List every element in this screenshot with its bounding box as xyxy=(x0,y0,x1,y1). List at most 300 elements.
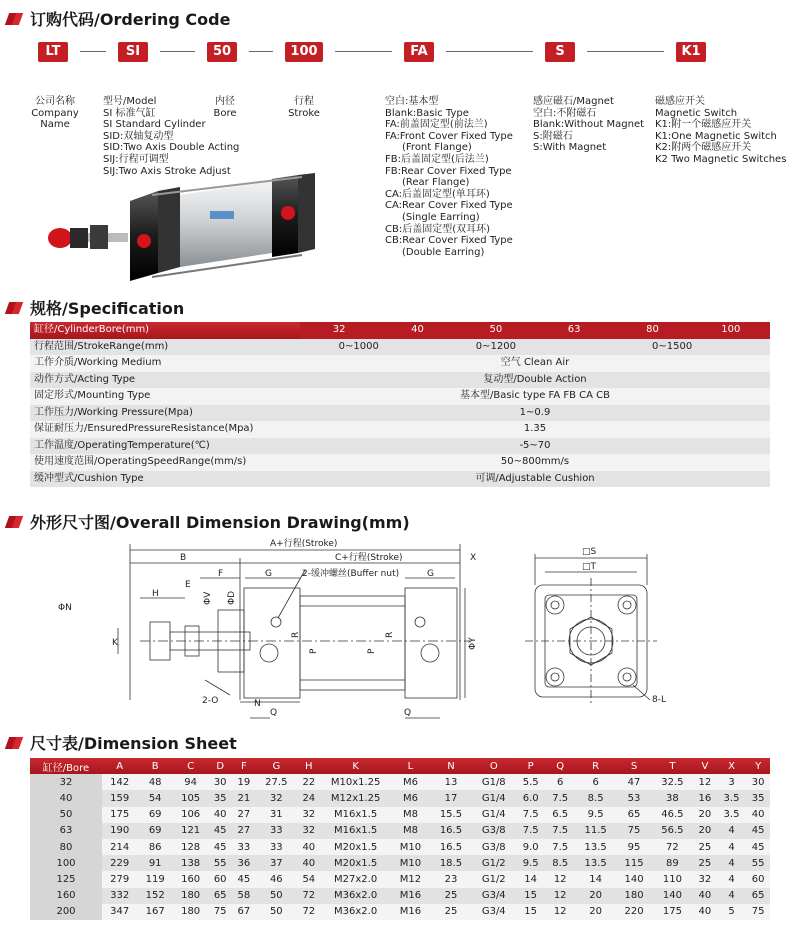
dimension-cell: 229 xyxy=(102,855,137,871)
dimension-cell: 128 xyxy=(173,839,208,855)
dimension-cell: 54 xyxy=(297,871,321,887)
dimension-cell: M36x2.0 xyxy=(321,904,391,920)
dim-label-s: □S xyxy=(582,547,597,557)
dimension-cell: 55 xyxy=(746,855,770,871)
dimension-cell: 3.5 xyxy=(717,790,747,806)
dimension-cell: 8.5 xyxy=(545,855,575,871)
section-title-spec: 规格/Specification xyxy=(6,296,184,319)
dim-label-r1: R xyxy=(291,631,301,638)
ordering-desc-line: FA:前盖固定型(前法兰) xyxy=(385,119,488,131)
dimension-cell: M12x1.25 xyxy=(321,790,391,806)
section-bullet-icon xyxy=(6,299,24,317)
ordering-code-box: K1 xyxy=(676,42,706,62)
dimension-cell: 22 xyxy=(297,774,321,790)
spec-bore-50: 50 xyxy=(489,324,503,335)
ordering-desc-line: K2 Two Magnetic Switches xyxy=(655,153,787,165)
dimension-cell: 91 xyxy=(137,855,172,871)
ordering-desc-line: (Rear Flange) xyxy=(402,177,470,189)
dimension-cell: 33 xyxy=(256,823,297,839)
ordering-desc-line: CA:Rear Cover Fixed Type xyxy=(385,200,513,212)
ordering-desc-line: Blank:Without Magnet xyxy=(533,119,645,131)
dim-label-q1: Q xyxy=(270,708,278,718)
dimension-cell: 53 xyxy=(616,790,651,806)
spec-row-label: 使用速度范围/OperatingSpeedRange(mm/s) xyxy=(34,456,247,467)
table-row xyxy=(30,888,770,904)
table-row xyxy=(30,839,770,855)
dimension-cell: 67 xyxy=(232,904,256,920)
dimension-cell: 20 xyxy=(575,888,616,904)
table-row xyxy=(30,790,770,806)
dimension-header-cell: G xyxy=(256,758,297,774)
dimension-cell: 50 xyxy=(30,807,102,823)
spec-row-label: 工作温度/OperatingTemperature(℃) xyxy=(34,439,210,451)
spec-row-value: 复动型/Double Action xyxy=(483,373,587,385)
dimension-cell: 65 xyxy=(616,807,651,823)
dimension-cell: 72 xyxy=(297,904,321,920)
spec-row-stroke xyxy=(30,339,770,356)
ordering-desc-line: 空白:不附磁石 xyxy=(533,107,597,119)
dimension-cell: 6 xyxy=(575,774,616,790)
dimension-cell: 56.5 xyxy=(652,823,693,839)
spec-row-label: 工作介质/Working Medium xyxy=(34,357,162,368)
dimension-cell: 4 xyxy=(717,839,747,855)
dim-label-k: K xyxy=(112,638,118,648)
dimension-table xyxy=(30,758,770,920)
dimension-cell: 50 xyxy=(256,904,297,920)
dim-label-x: X xyxy=(470,553,477,563)
dimension-cell: 45 xyxy=(208,823,232,839)
dimension-cell: M16 xyxy=(391,904,431,920)
dimension-header-cell: A xyxy=(102,758,137,774)
dimension-header-cell: K xyxy=(321,758,391,774)
dimension-cell: 25 xyxy=(693,839,717,855)
ordering-desc-line: SID:Two Axis Double Acting xyxy=(103,142,240,154)
ordering-desc-line: FA:Front Cover Fixed Type xyxy=(385,130,513,142)
dimension-cell: 60 xyxy=(746,871,770,887)
dimension-cell: 13.5 xyxy=(575,855,616,871)
dim-label-c: C+行程(Stroke) xyxy=(335,553,403,563)
ordering-desc-line: Magnetic Switch xyxy=(655,107,738,119)
dimension-cell: 3.5 xyxy=(717,807,747,823)
spec-row-value: 可调/Adjustable Cushion xyxy=(475,472,595,484)
dimension-cell: 9.5 xyxy=(516,855,546,871)
ordering-code-box: SI xyxy=(118,42,148,62)
dimension-cell: 75 xyxy=(616,823,651,839)
spec-row xyxy=(30,438,770,455)
dimension-cell: 25 xyxy=(430,888,471,904)
dim-label-h: H xyxy=(152,589,159,599)
dimension-cell: 46.5 xyxy=(652,807,693,823)
dimension-cell: 86 xyxy=(137,839,172,855)
dimension-cell: 25 xyxy=(430,904,471,920)
ordering-desc-line: K1:附一个磁感应开关 xyxy=(655,119,752,131)
dimension-header-cell: N xyxy=(430,758,471,774)
dimension-cell: G3/4 xyxy=(472,904,516,920)
spec-row-value: 0~1000 xyxy=(338,340,379,352)
dimension-cell: 200 xyxy=(30,904,102,920)
ordering-desc-line: S:附磁石 xyxy=(533,130,573,142)
spec-header-row xyxy=(30,322,770,339)
dim-label-phin: ΦN xyxy=(58,603,72,613)
dimension-cell: 45 xyxy=(746,839,770,855)
dimension-cell: 19 xyxy=(232,774,256,790)
ordering-desc-line: SI 标准气缸 xyxy=(103,107,156,119)
dimension-header-cell: 缸径/Bore xyxy=(30,758,102,774)
dimension-cell: M10x1.25 xyxy=(321,774,391,790)
spec-row-label: 工作压力/Working Pressure(Mpa) xyxy=(34,406,193,418)
dimension-cell: 20 xyxy=(693,807,717,823)
dimension-cell: 5.5 xyxy=(516,774,546,790)
ordering-desc-line: FB:Rear Cover Fixed Type xyxy=(385,165,512,177)
dimension-cell: G1/4 xyxy=(472,790,516,806)
dimension-cell: 50 xyxy=(256,888,297,904)
dimension-cell: 40 xyxy=(297,855,321,871)
section-title-sheet: 尺寸表/Dimension Sheet xyxy=(6,731,237,754)
dimension-cell: 138 xyxy=(173,855,208,871)
ordering-desc-line: (Front Flange) xyxy=(402,142,472,154)
table-row xyxy=(30,774,770,790)
section-title-drawing: 外形尺寸图/Overall Dimension Drawing(mm) xyxy=(6,510,410,533)
ordering-desc-line: SIJ:Two Axis Stroke Adjust xyxy=(103,165,231,177)
dim-label-g2: G xyxy=(427,569,434,579)
table-row xyxy=(30,871,770,887)
dimension-header-cell: Q xyxy=(545,758,575,774)
dim-label-p2: P xyxy=(367,648,377,654)
spec-row-label: 缓冲型式/Cushion Type xyxy=(34,472,144,484)
ordering-desc-line: CA:后盖固定型(单耳环) xyxy=(385,188,490,200)
dimension-header-cell: F xyxy=(232,758,256,774)
dimension-cell: 23 xyxy=(430,871,471,887)
dim-label-g1: G xyxy=(265,569,272,579)
dimension-cell: 175 xyxy=(652,904,693,920)
dim-label-r2: R xyxy=(385,631,395,638)
ordering-code-box: 50 xyxy=(207,42,237,62)
dimension-cell: 31 xyxy=(256,807,297,823)
spec-row xyxy=(30,454,770,471)
ordering-code-separator xyxy=(335,51,392,52)
ordering-desc-line: FB:后盖固定型(后法兰) xyxy=(385,153,489,165)
dimension-cell: 160 xyxy=(30,888,102,904)
table-row xyxy=(30,823,770,839)
ordering-code-separator xyxy=(446,51,533,52)
dimension-cell: 65 xyxy=(208,888,232,904)
dimension-cell: 7.5 xyxy=(545,839,575,855)
dimension-header-cell: V xyxy=(693,758,717,774)
dim-label-a: A+行程(Stroke) xyxy=(270,539,338,549)
ordering-desc-line: 型号/Model xyxy=(103,96,157,107)
dimension-cell: 94 xyxy=(173,774,208,790)
dimension-cell: G1/2 xyxy=(472,871,516,887)
dimension-cell: 100 xyxy=(30,855,102,871)
dimension-cell: M8 xyxy=(391,823,431,839)
dimension-cell: G1/4 xyxy=(472,807,516,823)
dim-label-8l: 8-L xyxy=(652,695,666,705)
dimension-cell: 32 xyxy=(693,871,717,887)
dimension-header-cell: R xyxy=(575,758,616,774)
dimension-cell: 5 xyxy=(717,904,747,920)
dimension-cell: M20x1.5 xyxy=(321,839,391,855)
dimension-cell: 54 xyxy=(137,790,172,806)
dimension-header-cell: L xyxy=(391,758,431,774)
dim-label-f: F xyxy=(218,569,224,579)
dimension-cell: 175 xyxy=(102,807,137,823)
dimension-cell: 12 xyxy=(545,871,575,887)
dimension-cell: 45 xyxy=(746,823,770,839)
dimension-cell: 14 xyxy=(575,871,616,887)
dimension-cell: 279 xyxy=(102,871,137,887)
spec-header-label: 缸径/CylinderBore(mm) xyxy=(30,322,300,339)
dim-label-phid: ΦD xyxy=(227,590,237,605)
spec-row-label: 动作方式/Acting Type xyxy=(34,373,136,385)
ordering-desc-line: CB:后盖固定型(双耳环) xyxy=(385,223,491,235)
dimension-cell: 9.5 xyxy=(575,807,616,823)
dimension-cell: 20 xyxy=(693,823,717,839)
ordering-desc-line: 行程 xyxy=(294,96,314,107)
section-bullet-icon xyxy=(6,513,24,531)
spec-bore-80: 80 xyxy=(646,324,659,335)
dimension-cell: 121 xyxy=(173,823,208,839)
spec-row-value: 空气 Clean Air xyxy=(500,357,570,368)
dimension-cell: 20 xyxy=(575,904,616,920)
dimension-cell: 7.5 xyxy=(516,823,546,839)
dimension-header-cell: H xyxy=(297,758,321,774)
dimension-cell: 9.0 xyxy=(516,839,546,855)
spec-row xyxy=(30,372,770,389)
dimension-cell: 16 xyxy=(693,790,717,806)
dimension-cell: 214 xyxy=(102,839,137,855)
dimension-cell: 125 xyxy=(30,871,102,887)
dimension-cell: G3/4 xyxy=(472,888,516,904)
ordering-desc-line: S:With Magnet xyxy=(533,142,607,154)
dimension-cell: 40 xyxy=(746,807,770,823)
dimension-cell: 12 xyxy=(693,774,717,790)
dimension-cell: 80 xyxy=(30,839,102,855)
dimension-header-cell: P xyxy=(516,758,546,774)
dimension-cell: 47 xyxy=(616,774,651,790)
dimension-cell: 32.5 xyxy=(652,774,693,790)
dimension-cell: 159 xyxy=(102,790,137,806)
mounting-desc xyxy=(385,96,513,258)
dimension-cell: 63 xyxy=(30,823,102,839)
dimension-cell: G1/2 xyxy=(472,855,516,871)
company-desc xyxy=(30,96,80,131)
dimension-cell: 140 xyxy=(652,888,693,904)
spec-bore-32: 32 xyxy=(332,324,346,335)
dimension-cell: 220 xyxy=(616,904,651,920)
dimension-cell: 58 xyxy=(232,888,256,904)
dimension-cell: 40 xyxy=(693,888,717,904)
dim-label-phiy: ΦY xyxy=(468,637,478,650)
dimension-cell: 13 xyxy=(430,774,471,790)
dimension-cell: 4 xyxy=(717,855,747,871)
dimension-cell: 180 xyxy=(173,888,208,904)
dimension-cell: M36x2.0 xyxy=(321,888,391,904)
dimension-cell: 140 xyxy=(616,871,651,887)
spec-bore-40: 40 xyxy=(411,324,424,335)
dimension-cell: 32 xyxy=(297,807,321,823)
dimension-cell: 14 xyxy=(516,871,546,887)
section-bullet-icon xyxy=(6,734,24,752)
dimension-cell: G1/8 xyxy=(472,774,516,790)
dimension-cell: 4 xyxy=(717,871,747,887)
dimension-cell: 4 xyxy=(717,888,747,904)
dimension-cell: 16.5 xyxy=(430,823,471,839)
dimension-cell: 72 xyxy=(652,839,693,855)
spec-row-label: 固定形式/Mounting Type xyxy=(34,390,151,401)
dimension-cell: 40 xyxy=(297,839,321,855)
ordering-desc-line: (Double Earring) xyxy=(402,246,485,258)
ordering-desc-line: SIJ:行程可调型 xyxy=(103,153,169,165)
ordering-desc-line: Company xyxy=(31,107,79,119)
dimension-cell: 11.5 xyxy=(575,823,616,839)
dimension-cell: 160 xyxy=(173,871,208,887)
ordering-code-box: S xyxy=(545,42,575,62)
ordering-code-box: LT xyxy=(38,42,68,62)
dimension-table-header xyxy=(30,758,770,774)
dimension-cell: 40 xyxy=(693,904,717,920)
dimension-cell: 36 xyxy=(232,855,256,871)
dimension-header-cell: Y xyxy=(746,758,770,774)
ordering-desc-line: Stroke xyxy=(288,107,320,119)
dimension-cell: 106 xyxy=(173,807,208,823)
dimension-cell: 6.5 xyxy=(545,807,575,823)
ordering-desc-line: Blank:Basic Type xyxy=(385,107,469,119)
dimension-cell: 3 xyxy=(717,774,747,790)
dimension-cell: M10 xyxy=(391,855,431,871)
dimension-cell: 40 xyxy=(208,807,232,823)
dim-label-buffer: 2-缓冲螺丝(Buffer nut) xyxy=(302,569,400,579)
dimension-cell: 15 xyxy=(516,888,546,904)
ordering-code-box: 100 xyxy=(285,42,323,62)
dimension-cell: 105 xyxy=(173,790,208,806)
dimension-cell: 55 xyxy=(208,855,232,871)
magnet-desc xyxy=(533,96,644,154)
spec-row-label: 行程范围/StrokeRange(mm) xyxy=(34,340,169,352)
spec-row-value: 0~1200 xyxy=(475,340,516,352)
dimension-cell: M8 xyxy=(391,807,431,823)
dimension-cell: 190 xyxy=(102,823,137,839)
dimension-cell: 75 xyxy=(208,904,232,920)
dimension-cell: 60 xyxy=(208,871,232,887)
spec-row xyxy=(30,405,770,422)
dimension-header-cell: S xyxy=(616,758,651,774)
dimension-cell: 16.5 xyxy=(430,839,471,855)
ordering-desc-line: 磁感应开关 xyxy=(655,96,705,107)
dimension-cell: 48 xyxy=(137,774,172,790)
table-row xyxy=(30,807,770,823)
ordering-desc-line: CB:Rear Cover Fixed Type xyxy=(385,235,513,247)
ordering-desc-line: (Single Earring) xyxy=(402,211,480,223)
switch-desc xyxy=(655,96,786,166)
dimension-cell: 4 xyxy=(717,823,747,839)
dimension-cell: M27x2.0 xyxy=(321,871,391,887)
dimension-header-cell: T xyxy=(652,758,693,774)
dimension-cell: 7.5 xyxy=(545,790,575,806)
ordering-desc-line: K2:附两个磁感应开关 xyxy=(655,142,752,154)
dimension-cell: 32 xyxy=(30,774,102,790)
dimension-cell: M6 xyxy=(391,790,431,806)
section-title-ordering: 订购代码/Ordering Code xyxy=(6,7,230,30)
dimension-cell: 180 xyxy=(173,904,208,920)
dimension-cell: 69 xyxy=(137,807,172,823)
dimension-header-cell: C xyxy=(173,758,208,774)
dimension-cell: M16 xyxy=(391,888,431,904)
dimension-cell: 40 xyxy=(30,790,102,806)
ordering-desc-line: K1:One Magnetic Switch xyxy=(655,130,777,142)
dimension-cell: 15 xyxy=(516,904,546,920)
ordering-desc-line: SI Standard Cylinder xyxy=(103,119,206,131)
ordering-desc-line: 内径 xyxy=(215,96,235,107)
dimension-drawing xyxy=(0,530,800,730)
ordering-code-separator xyxy=(160,51,195,52)
ordering-desc-line: 空白:基本型 xyxy=(385,96,439,107)
spec-row-value: 50~800mm/s xyxy=(500,456,570,467)
dim-label-2o: 2-O xyxy=(202,696,219,706)
dimension-cell: 27 xyxy=(232,807,256,823)
dimension-cell: 180 xyxy=(616,888,651,904)
dim-label-n: N xyxy=(254,699,261,709)
dimension-cell: 12 xyxy=(545,904,575,920)
dimension-cell: 65 xyxy=(746,888,770,904)
dimension-cell: 33 xyxy=(232,839,256,855)
dimension-cell: 12 xyxy=(545,888,575,904)
dim-label-q2: Q xyxy=(404,708,412,718)
dim-label-p1: P xyxy=(309,648,319,654)
spec-bore-63: 63 xyxy=(567,324,581,335)
dimension-cell: 33 xyxy=(256,839,297,855)
dimension-cell: 332 xyxy=(102,888,137,904)
cylinder-product-image xyxy=(40,173,320,283)
ordering-desc-line: 公司名称 xyxy=(35,96,75,107)
dimension-cell: 17 xyxy=(430,790,471,806)
dimension-cell: 167 xyxy=(137,904,172,920)
table-row xyxy=(30,904,770,920)
dimension-cell: 45 xyxy=(208,839,232,855)
dimension-header-cell: X xyxy=(717,758,747,774)
dim-label-b: B xyxy=(180,553,187,563)
dimension-cell: 45 xyxy=(232,871,256,887)
spec-row-label: 保证耐压力/EnsuredPressureResistance(Mpa) xyxy=(34,423,254,434)
dim-label-t: □T xyxy=(582,562,597,572)
dimension-cell: 115 xyxy=(616,855,651,871)
dimension-cell: 119 xyxy=(137,871,172,887)
dimension-cell: 37 xyxy=(256,855,297,871)
dimension-cell: M12 xyxy=(391,871,431,887)
dimension-header-cell: B xyxy=(137,758,172,774)
dimension-cell: M16x1.5 xyxy=(321,823,391,839)
dimension-cell: 25 xyxy=(693,855,717,871)
dimension-cell: 27.5 xyxy=(256,774,297,790)
dimension-cell: M10 xyxy=(391,839,431,855)
ordering-desc-line: Bore xyxy=(213,107,237,119)
ordering-desc-line: Name xyxy=(40,119,70,131)
dimension-header-cell: O xyxy=(472,758,516,774)
dimension-cell: 7.5 xyxy=(545,823,575,839)
dimension-cell: 15.5 xyxy=(430,807,471,823)
dimension-cell: 8.5 xyxy=(575,790,616,806)
spec-row xyxy=(30,388,770,405)
dimension-cell: M6 xyxy=(391,774,431,790)
dim-label-e: E xyxy=(185,580,191,590)
spec-row-value: 1.35 xyxy=(523,423,547,434)
dimension-cell: 110 xyxy=(652,871,693,887)
ordering-desc-line: SID:双轴复动型 xyxy=(103,130,174,142)
ordering-code-separator xyxy=(249,51,273,52)
dimension-cell: 6.0 xyxy=(516,790,546,806)
dimension-cell: 30 xyxy=(746,774,770,790)
dimension-cell: 35 xyxy=(208,790,232,806)
dimension-cell: 13.5 xyxy=(575,839,616,855)
